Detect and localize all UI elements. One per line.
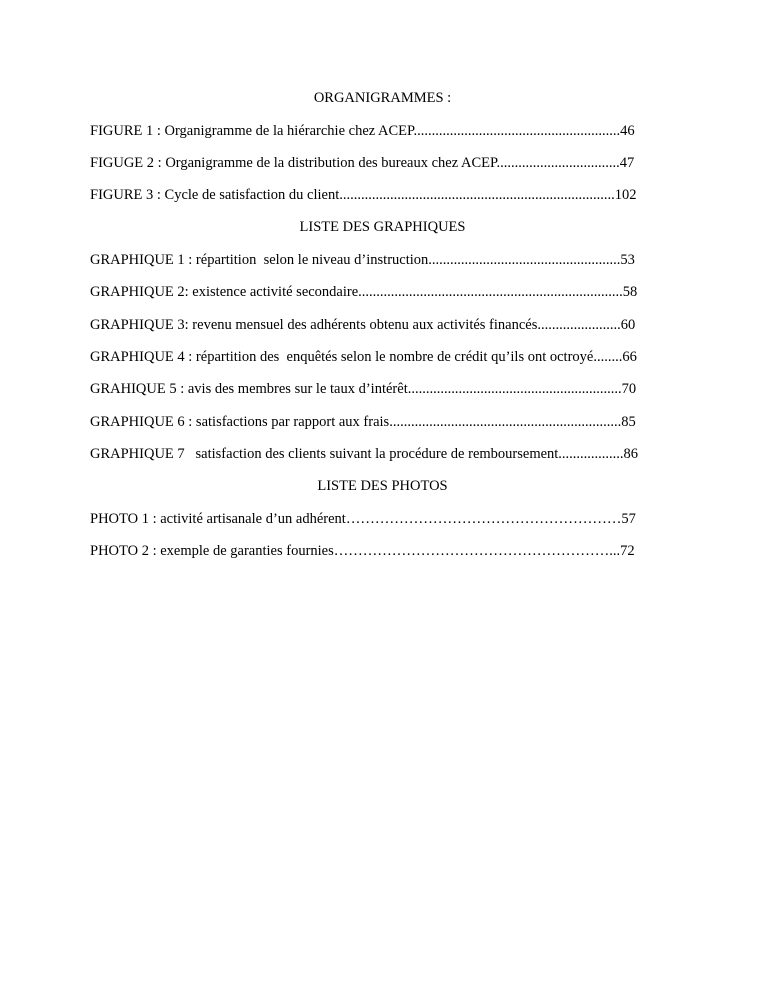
toc-entry: FIGURE 1 : Organigramme de la hiérarchie chez ACEP.........................................................46 bbox=[90, 123, 635, 139]
toc-entry: GRAPHIQUE 2: existence activité secondaire.........................................................................58 bbox=[90, 284, 638, 300]
toc-entry: GRAPHIQUE 7 satisfaction des clients suivant la procédure de remboursement..................86 bbox=[90, 446, 639, 462]
section-heading-organigrammes: ORGANIGRAMMES : bbox=[313, 90, 452, 106]
toc-entry: PHOTO 1 : activité artisanale d’un adhérent…………………………………………………57 bbox=[90, 511, 636, 527]
toc-entry: FIGUGE 2 : Organigramme de la distribution des bureaux chez ACEP..................................47 bbox=[90, 155, 635, 171]
toc-entry: PHOTO 2 : exemple de garanties fournies…………………………………………………...72 bbox=[90, 543, 635, 559]
section-heading-graphiques: LISTE DES GRAPHIQUES bbox=[299, 219, 466, 235]
section-heading-photos: LISTE DES PHOTOS bbox=[317, 478, 448, 494]
toc-entry: FIGURE 3 : Cycle de satisfaction du client............................................................................102 bbox=[90, 187, 637, 203]
toc-entry: GRAPHIQUE 4 : répartition des enquêtés selon le nombre de crédit qu’ils ont octroyé........66 bbox=[90, 349, 637, 365]
toc-entry: GRAPHIQUE 6 : satisfactions par rapport aux frais................................................................85 bbox=[90, 414, 636, 430]
toc-entry: GRAPHIQUE 3: revenu mensuel des adhérents obtenu aux activités financés.......................60 bbox=[90, 317, 636, 333]
toc-entry: GRAHIQUE 5 : avis des membres sur le taux d’intérêt...........................................................70 bbox=[90, 381, 637, 397]
toc-entry: GRAPHIQUE 1 : répartition selon le niveau d’instruction.....................................................53 bbox=[90, 252, 635, 268]
